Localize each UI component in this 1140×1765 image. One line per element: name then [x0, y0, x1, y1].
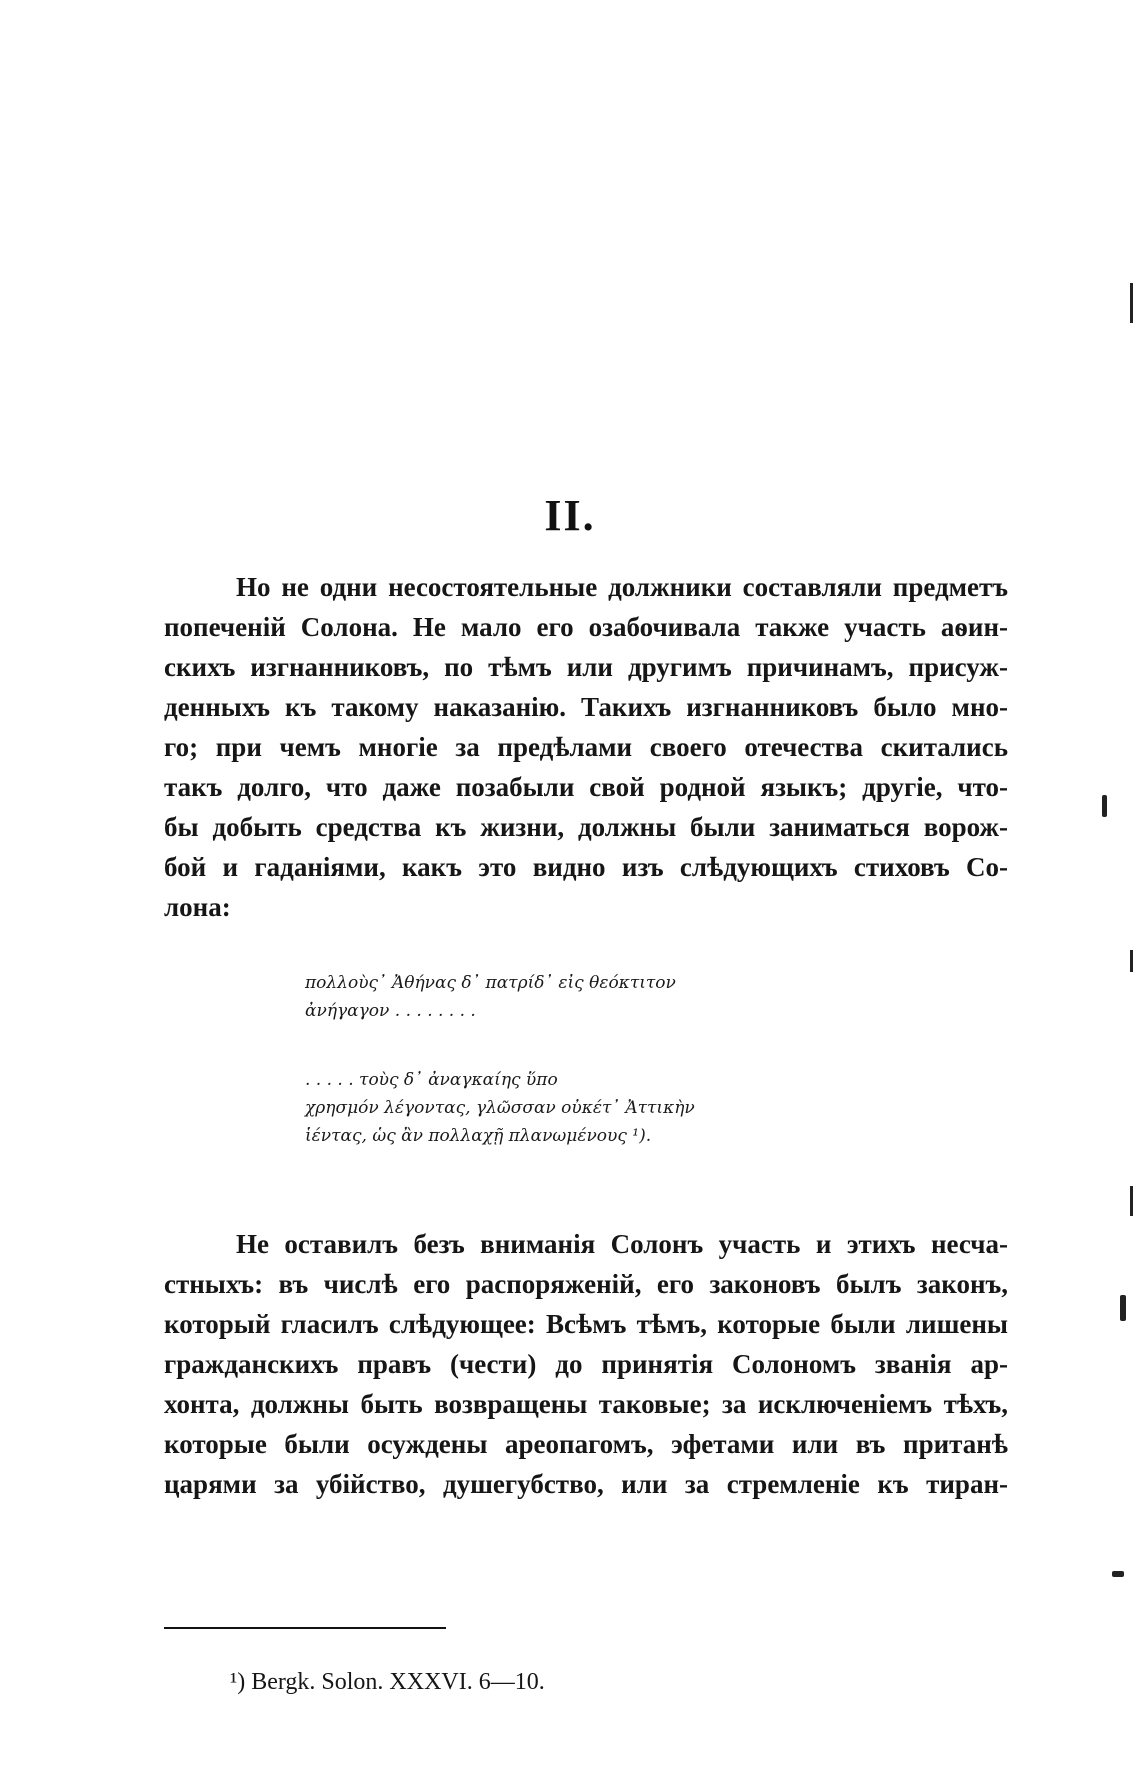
footnote-divider	[164, 1627, 446, 1629]
footnote: ¹) Bergk. Solon. XXXVI. 6—10.	[230, 1669, 545, 1695]
text-line: Но не одни несостоятельные должники составляли предметъ	[236, 572, 1008, 602]
scan-mark	[1130, 950, 1133, 972]
scan-mark	[1130, 283, 1133, 323]
paragraph-1	[164, 567, 1008, 927]
greek-quote-2	[305, 1066, 745, 1150]
text-line: стныхъ: въ числѣ его распоряженій, его законовъ былъ законъ,	[164, 1269, 1008, 1299]
quote-line: ἱέντας, ὡς ἂν πολλαχῇ πλανωμένους ¹).	[305, 1126, 652, 1146]
scan-mark	[1120, 1295, 1126, 1321]
quote-line: πολλοὺς᾽ Ἀθήνας δ᾽ πατρίδ᾽ εἰς θεόκτιτον	[305, 973, 676, 993]
text-line: го; при чемъ многіе за предѣлами своего отечества скитались	[164, 732, 1008, 762]
text-line: гражданскихъ правъ (чести) до принятія Солономъ званія ар-	[164, 1349, 1008, 1379]
text-line: который гласилъ слѣдующее: Всѣмъ тѣмъ, которые были лишены	[164, 1309, 1008, 1339]
text-line: скихъ изгнанниковъ, по тѣмъ или другимъ причинамъ, присуж-	[164, 652, 1008, 682]
text-line: бой и гаданіями, какъ это видно изъ слѣдующихъ стиховъ Со-	[164, 852, 1008, 882]
text-line: бы добыть средства къ жизни, должны были заниматься ворож-	[164, 812, 1008, 842]
text-line: которые были осуждены ареопагомъ, эфетами или въ пританѣ	[164, 1429, 1008, 1459]
quote-line: χρησμόν λέγοντας, γλῶσσαν οὐκέτ᾽ Ἀττικὴν	[305, 1098, 695, 1118]
text-line: Не оставилъ безъ вниманія Солонъ участь и этихъ несча-	[236, 1229, 1008, 1259]
quote-line: . . . . . τοὺς δ᾽ ἀναγκαίης ὕπο	[305, 1070, 558, 1090]
scan-mark	[1112, 1571, 1124, 1577]
chapter-heading: II.	[544, 491, 596, 540]
paragraph-2	[164, 1224, 1008, 1504]
text-line: денныхъ къ такому наказанію. Такихъ изгнанниковъ было мно-	[164, 692, 1008, 722]
scan-mark	[1102, 795, 1107, 817]
text-line: царями за убійство, душегубство, или за стремленіе къ тиран-	[164, 1469, 1008, 1499]
quote-line: ἀνήγαγον . . . . . . . .	[305, 1001, 476, 1021]
text-line: попеченій Солона. Не мало его озабочивала также участь аѳин-	[164, 612, 1008, 642]
text-line: лона:	[164, 892, 231, 922]
greek-quote-1	[305, 969, 745, 1025]
text-line: хонта, должны быть возвращены таковые; за исключеніемъ тѣхъ,	[164, 1389, 1008, 1419]
scan-mark	[1130, 1186, 1133, 1216]
text-line: такъ долго, что даже позабыли свой родной языкъ; другіе, что-	[164, 772, 1008, 802]
